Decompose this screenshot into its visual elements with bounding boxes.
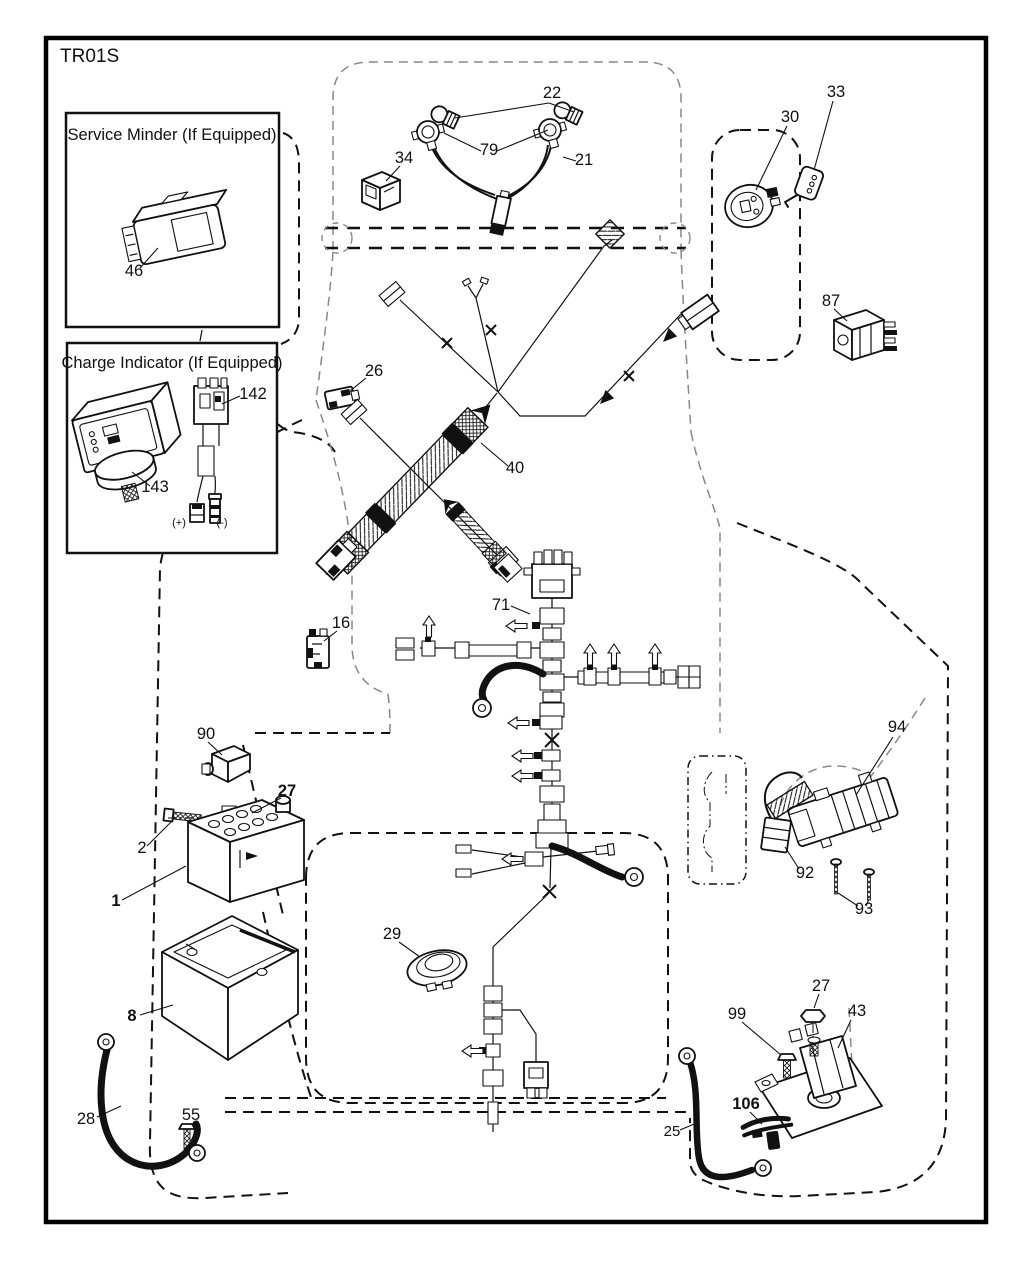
part-99-bolt xyxy=(778,1054,796,1078)
harness-wire-network xyxy=(341,220,719,577)
shift-gate-panel xyxy=(688,756,746,884)
part-label-30: 30 xyxy=(780,108,800,126)
part-71-main-harness xyxy=(396,550,700,1132)
part-label-93: 93 xyxy=(854,900,874,918)
part-label-55: 55 xyxy=(181,1106,201,1124)
part-label-87: 87 xyxy=(821,292,841,310)
inset-service-minder-title: Service Minder (If Equipped) xyxy=(67,126,277,144)
ignition-console-outline xyxy=(712,130,800,360)
part-label-106: 106 xyxy=(732,1095,760,1113)
part-label-46: 46 xyxy=(124,262,144,280)
terminal-negative-label: (-) xyxy=(216,517,228,529)
part-label-28: 28 xyxy=(76,1110,96,1128)
part-94-module xyxy=(784,767,901,854)
part-33-key xyxy=(784,164,825,216)
part-label-99: 99 xyxy=(727,1005,747,1023)
inset-charge-indicator-title: Charge Indicator (If Equipped) xyxy=(61,354,283,372)
part-93-screws xyxy=(831,859,874,900)
part-label-34: 34 xyxy=(394,149,414,167)
part-label-22: 22 xyxy=(542,84,562,102)
part-label-1: 1 xyxy=(111,892,121,910)
part-40-harness-loom xyxy=(315,394,525,585)
part-label-25: 25 xyxy=(663,1123,681,1140)
part-label-40: 40 xyxy=(505,459,525,477)
part-8-battery-box xyxy=(162,916,298,1060)
part-label-33: 33 xyxy=(826,83,846,101)
part-label-16: 16 xyxy=(331,614,351,632)
diagram-title: TR01S xyxy=(60,46,120,67)
part-label-27-solenoid: 27 xyxy=(811,977,831,995)
part-34-switch xyxy=(362,172,400,210)
part-label-71: 71 xyxy=(491,596,511,614)
part-label-26: 26 xyxy=(364,362,384,380)
part-label-92: 92 xyxy=(795,864,815,882)
part-label-27-battery: 27 xyxy=(277,782,297,800)
part-label-29: 29 xyxy=(382,925,402,943)
terminal-positive-label: (+) xyxy=(172,517,186,529)
part-label-79: 79 xyxy=(479,141,499,159)
part-label-43: 43 xyxy=(847,1002,867,1020)
part-16-switch xyxy=(307,629,329,668)
part-label-94: 94 xyxy=(887,718,907,736)
part-label-2: 2 xyxy=(137,839,147,857)
part-90-fuse-holder xyxy=(202,746,250,782)
inset-service-minder xyxy=(66,113,279,327)
part-30-ignition-switch xyxy=(721,179,784,232)
part-label-143: 143 xyxy=(141,478,169,496)
part-1-battery xyxy=(188,796,304,902)
part-label-90: 90 xyxy=(196,725,216,743)
part-label-142: 142 xyxy=(239,385,267,403)
part-label-8: 8 xyxy=(127,1007,137,1025)
part-label-21: 21 xyxy=(574,151,594,169)
